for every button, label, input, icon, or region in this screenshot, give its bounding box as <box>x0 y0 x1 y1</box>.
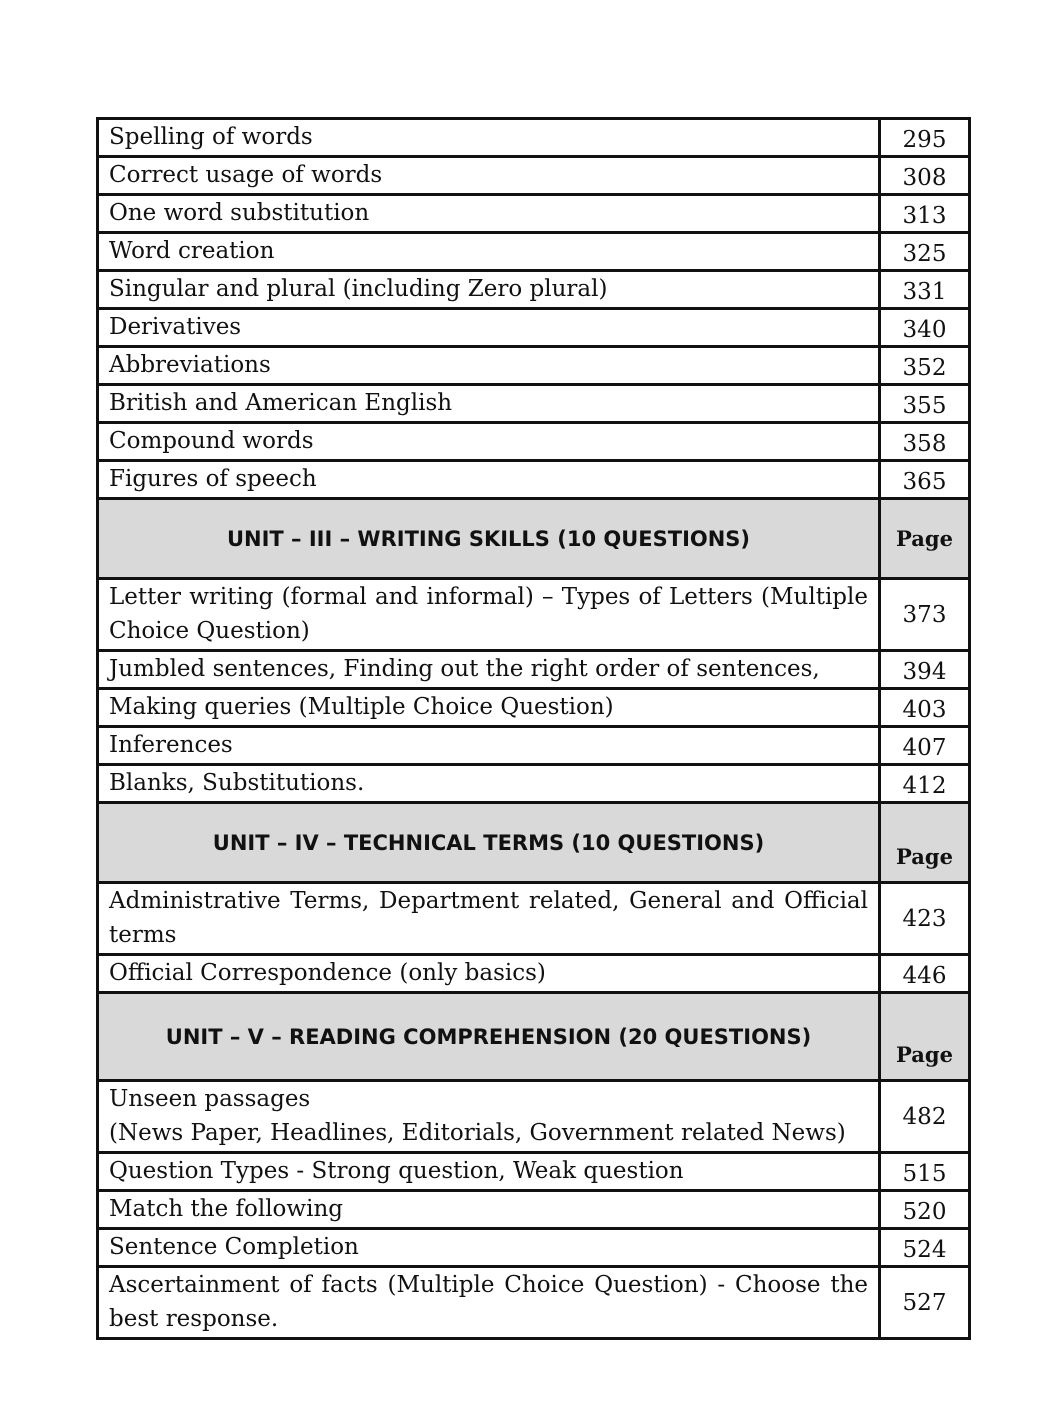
topic-cell: Making queries (Multiple Choice Question) <box>98 689 880 727</box>
page-number-cell: 308 <box>880 157 970 195</box>
unit-iv-header <box>98 803 970 883</box>
table-row <box>98 883 970 955</box>
topic-cell: One word substitution <box>98 195 880 233</box>
unit-iii-header <box>98 499 970 579</box>
table-row <box>98 1153 970 1191</box>
topic-cell: Letter writing (formal and informal) – Types of Letters (Multiple Choice Question) <box>98 579 880 651</box>
page-number-cell: 515 <box>880 1153 970 1191</box>
table-row <box>98 385 970 423</box>
page-number-cell: 412 <box>880 765 970 803</box>
page-number-cell: 373 <box>880 579 970 651</box>
page-number-cell: 520 <box>880 1191 970 1229</box>
table-row <box>98 233 970 271</box>
page-number-cell: 355 <box>880 385 970 423</box>
topic-cell: Spelling of words <box>98 119 880 157</box>
page-number-cell: 482 <box>880 1081 970 1153</box>
table-row <box>98 461 970 499</box>
page-number-cell: 340 <box>880 309 970 347</box>
page-number-cell: 403 <box>880 689 970 727</box>
table-row <box>98 1081 970 1153</box>
topic-cell: Question Types - Strong question, Weak question <box>98 1153 880 1191</box>
topic-cell: Match the following <box>98 1191 880 1229</box>
table-row <box>98 955 970 993</box>
page-number-cell: 365 <box>880 461 970 499</box>
table-row <box>98 689 970 727</box>
topic-cell: Compound words <box>98 423 880 461</box>
page-number-cell: 394 <box>880 651 970 689</box>
table-row <box>98 271 970 309</box>
table-row <box>98 195 970 233</box>
table-row <box>98 423 970 461</box>
unit-iv-title: UNIT – IV – TECHNICAL TERMS (10 QUESTIONS) <box>98 803 880 883</box>
page-number-cell: 407 <box>880 727 970 765</box>
topic-cell: Word creation <box>98 233 880 271</box>
page-number-cell: 295 <box>880 119 970 157</box>
unit-iii-title: UNIT – III – WRITING SKILLS (10 QUESTIONS) <box>98 499 880 579</box>
topic-cell: Inferences <box>98 727 880 765</box>
topic-cell: Abbreviations <box>98 347 880 385</box>
topic-cell: Figures of speech <box>98 461 880 499</box>
table-row <box>98 157 970 195</box>
topic-cell: Official Correspondence (only basics) <box>98 955 880 993</box>
table-row <box>98 727 970 765</box>
table-row <box>98 651 970 689</box>
topic-cell: Sentence Completion <box>98 1229 880 1267</box>
unit-v-header <box>98 993 970 1081</box>
page-number-cell: 313 <box>880 195 970 233</box>
topic-cell: Correct usage of words <box>98 157 880 195</box>
table-row <box>98 1229 970 1267</box>
table-row <box>98 1191 970 1229</box>
topic-line: (News Paper, Headlines, Editorials, Government related News) <box>109 1120 846 1146</box>
page-column-label: Page <box>880 499 970 579</box>
topic-cell: Administrative Terms, Department related, General and Official terms <box>98 883 880 955</box>
table-row <box>98 1267 970 1339</box>
topic-cell: Blanks, Substitutions. <box>98 765 880 803</box>
topic-cell: British and American English <box>98 385 880 423</box>
page-number-cell: 524 <box>880 1229 970 1267</box>
page-number-cell: 331 <box>880 271 970 309</box>
table-row <box>98 579 970 651</box>
contents-table <box>96 117 971 1340</box>
table-row <box>98 347 970 385</box>
page-column-label: Page <box>880 993 970 1081</box>
topic-line: Unseen passages <box>109 1086 311 1112</box>
topic-cell: Derivatives <box>98 309 880 347</box>
table-row <box>98 309 970 347</box>
topic-cell: Ascertainment of facts (Multiple Choice Question) - Choose the best response. <box>98 1267 880 1339</box>
topic-cell: Singular and plural (including Zero plural) <box>98 271 880 309</box>
table-row <box>98 119 970 157</box>
unit-v-title: UNIT – V – READING COMPREHENSION (20 QUESTIONS) <box>98 993 880 1081</box>
page-column-label: Page <box>880 803 970 883</box>
page-number-cell: 446 <box>880 955 970 993</box>
page-number-cell: 358 <box>880 423 970 461</box>
page-number-cell: 423 <box>880 883 970 955</box>
page-number-cell: 527 <box>880 1267 970 1339</box>
topic-cell: Jumbled sentences, Finding out the right order of sentences, <box>98 651 880 689</box>
table-row <box>98 765 970 803</box>
page-number-cell: 352 <box>880 347 970 385</box>
page-number-cell: 325 <box>880 233 970 271</box>
topic-cell <box>98 1081 880 1153</box>
